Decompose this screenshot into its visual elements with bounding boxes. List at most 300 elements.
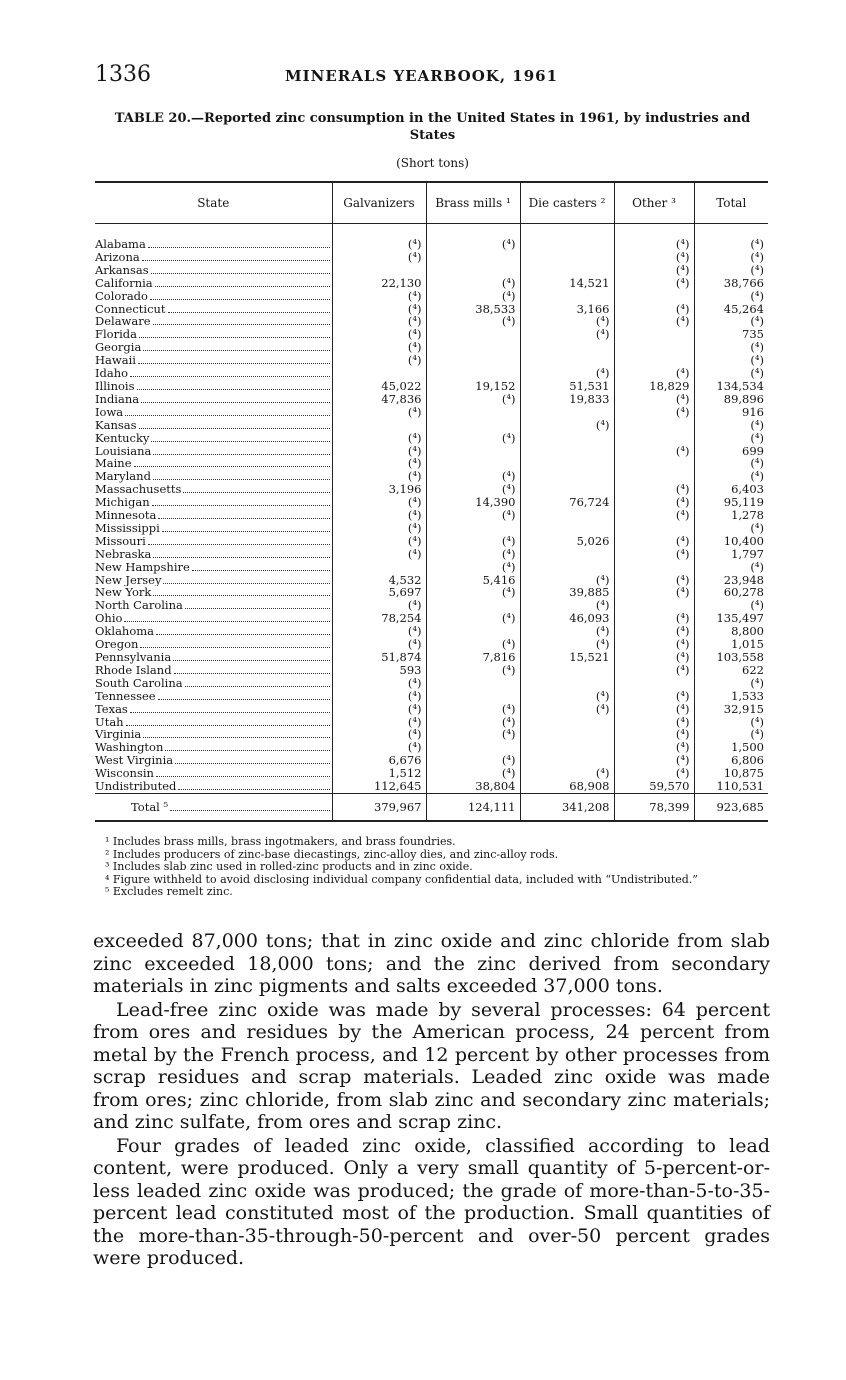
state-name: Utah — [95, 715, 124, 729]
cell-state — [95, 277, 332, 290]
cell-total: 1,278 — [731, 509, 764, 522]
cell-state — [95, 548, 332, 561]
cell-state — [95, 354, 332, 367]
cell-galvanizers: (⁴) — [332, 599, 426, 612]
cell-total: (⁴) — [750, 599, 764, 613]
cell-galvanizers: (⁴) — [332, 457, 426, 470]
cell-state — [95, 793, 332, 821]
cell-state — [95, 445, 332, 458]
cell-total: (⁴) — [750, 263, 764, 277]
cell-other: (⁴) — [614, 574, 694, 587]
cell-other — [614, 432, 694, 445]
table-row — [95, 457, 768, 470]
cell-die-casters — [520, 341, 614, 354]
cell-brass-mills: 38,804 — [426, 780, 520, 793]
cell-total: (⁴) — [750, 289, 764, 303]
cell-state — [95, 341, 332, 354]
cell-galvanizers: (⁴) — [332, 290, 426, 303]
cell-other: (⁴) — [614, 445, 694, 458]
cell-total: (⁴) — [750, 418, 764, 432]
cell-state — [95, 483, 332, 496]
cell-brass-mills — [426, 741, 520, 754]
cell-state — [95, 651, 332, 664]
paragraph-3: Four grades of leaded zinc oxide, classified according to lead content, were produced. Only a very small quantity of 5-percent-or-less leaded zinc oxide was produced; the grade of more-than-5-to-35-percent lead constituted most of the production. Small quantities of the more-than-35-through-50-percent and over-50 percent grades were produced. — [93, 1134, 770, 1269]
cell-brass-mills: (⁴) — [426, 315, 520, 328]
cell-brass-mills — [426, 677, 520, 690]
cell-total: 10,875 — [723, 767, 764, 781]
state-name: Massachusetts — [95, 483, 182, 497]
cell-brass-mills: (⁴) — [426, 290, 520, 303]
state-name: Illinois — [95, 379, 135, 393]
cell-die-casters: 51,531 — [520, 380, 614, 393]
cell-other — [614, 290, 694, 303]
cell-total: (⁴) — [750, 457, 764, 471]
table-row — [95, 432, 768, 445]
cell-other — [614, 354, 694, 367]
state-name: Washington — [95, 741, 164, 755]
cell-state — [95, 419, 332, 432]
cell-brass-mills: 14,390 — [426, 496, 520, 509]
state-name: Idaho — [95, 367, 129, 380]
cell-galvanizers: (⁴) — [332, 470, 426, 483]
cell-state — [95, 393, 332, 406]
cell-total: (⁴) — [750, 521, 764, 535]
cell-galvanizers: 5,697 — [332, 586, 426, 599]
cell-other: (⁴) — [614, 741, 694, 754]
cell-total: 1,533 — [731, 689, 764, 703]
cell-total: (⁴) — [750, 676, 764, 690]
cell-total: 916 — [742, 405, 764, 419]
state-name: Georgia — [95, 341, 142, 355]
cell-die-casters — [520, 290, 614, 303]
cell-state — [95, 406, 332, 419]
cell-other: (⁴) — [614, 664, 694, 677]
cell-galvanizers: 4,532 — [332, 574, 426, 587]
paragraph-2: Lead-free zinc oxide was made by several processes: 64 percent from ores and residues by the American process, 24 percent from metal by the French process, and 12 percent by other processes from scrap residues and scrap materials. Leaded zinc oxide was made from ores; zinc chloride, from slab zinc and secondary zinc materials; and zinc sulfate, from ores and scrap zinc. — [93, 998, 770, 1133]
cell-state — [95, 328, 332, 341]
state-name: Connecticut — [95, 302, 166, 316]
cell-brass-mills — [426, 457, 520, 470]
table-row — [95, 470, 768, 483]
cell-die-casters: 341,208 — [520, 793, 614, 821]
cell-die-casters: (⁴) — [520, 367, 614, 380]
cell-brass-mills: (⁴) — [426, 703, 520, 716]
cell-galvanizers: (⁴) — [332, 535, 426, 548]
cell-other — [614, 561, 694, 574]
table-row — [95, 303, 768, 316]
cell-die-casters: 3,166 — [520, 303, 614, 316]
cell-die-casters — [520, 251, 614, 264]
table-row — [95, 354, 768, 367]
cell-brass-mills: (⁴) — [426, 548, 520, 561]
cell-galvanizers: 51,874 — [332, 651, 426, 664]
table-header-row — [95, 182, 768, 224]
cell-other: 78,399 — [614, 793, 694, 821]
cell-total: 45,264 — [723, 302, 764, 316]
cell-brass-mills: (⁴) — [426, 767, 520, 780]
cell-state — [95, 574, 332, 587]
cell-state — [95, 522, 332, 535]
zinc-consumption-table — [95, 181, 768, 822]
cell-galvanizers: (⁴) — [332, 328, 426, 341]
cell-die-casters: (⁴) — [520, 315, 614, 328]
state-name: California — [95, 276, 153, 290]
table-row — [95, 264, 768, 277]
cell-die-casters: (⁴) — [520, 690, 614, 703]
cell-die-casters — [520, 741, 614, 754]
state-name: South Carolina — [95, 676, 183, 690]
table-row — [95, 599, 768, 612]
page-number: 1336 — [95, 62, 151, 87]
table-row — [95, 741, 768, 754]
table-row — [95, 561, 768, 574]
state-name: Michigan — [95, 496, 150, 510]
cell-brass-mills: (⁴) — [426, 277, 520, 290]
cell-total: (⁴) — [750, 367, 764, 380]
footnotes — [95, 836, 770, 899]
state-name: Arizona — [95, 250, 140, 264]
table-row — [95, 445, 768, 458]
state-name: Oklahoma — [95, 625, 155, 639]
cell-state — [95, 238, 332, 251]
table-row — [95, 393, 768, 406]
cell-other: (⁴) — [614, 535, 694, 548]
cell-die-casters: (⁴) — [520, 703, 614, 716]
total-row — [95, 793, 768, 821]
col-header-brass-mills: Brass mills ¹ — [426, 182, 520, 224]
cell-galvanizers: (⁴) — [332, 509, 426, 522]
cell-state — [95, 264, 332, 277]
state-name: North Carolina — [95, 599, 183, 613]
state-name: Colorado — [95, 289, 148, 303]
cell-brass-mills: (⁴) — [426, 728, 520, 741]
cell-galvanizers — [332, 419, 426, 432]
cell-other: (⁴) — [614, 393, 694, 406]
cell-other — [614, 419, 694, 432]
state-name: Kansas — [95, 418, 137, 432]
footnote-4: ⁴ Figure withheld to avoid disclosing individual company confidential data, included with “Undistributed.” — [105, 872, 698, 886]
cell-die-casters: (⁴) — [520, 419, 614, 432]
table-row — [95, 612, 768, 625]
cell-die-casters: (⁴) — [520, 574, 614, 587]
cell-state — [95, 509, 332, 522]
cell-other: (⁴) — [614, 651, 694, 664]
cell-die-casters — [520, 664, 614, 677]
cell-other: (⁴) — [614, 483, 694, 496]
cell-state — [95, 470, 332, 483]
cell-other: 59,570 — [614, 780, 694, 793]
cell-brass-mills: 5,416 — [426, 574, 520, 587]
table-row — [95, 767, 768, 780]
cell-state — [95, 599, 332, 612]
cell-total: (⁴) — [750, 354, 764, 368]
cell-total: 735 — [742, 328, 764, 342]
state-name: Maryland — [95, 470, 151, 484]
cell-total: (⁴) — [750, 470, 764, 484]
state-name: Virginia — [95, 728, 142, 742]
cell-die-casters — [520, 457, 614, 470]
state-name: Tennessee — [95, 689, 156, 703]
cell-galvanizers: (⁴) — [332, 548, 426, 561]
cell-brass-mills — [426, 264, 520, 277]
cell-other: (⁴) — [614, 548, 694, 561]
table-row — [95, 496, 768, 509]
running-title: MINERALS YEARBOOK, 1961 — [285, 67, 559, 85]
footnote-5: ⁵ Excludes remelt zinc. — [105, 885, 233, 898]
cell-galvanizers: 379,967 — [332, 793, 426, 821]
cell-galvanizers: (⁴) — [332, 638, 426, 651]
cell-galvanizers: 22,130 — [332, 277, 426, 290]
state-name: West Virginia — [95, 754, 174, 768]
cell-brass-mills — [426, 328, 520, 341]
cell-die-casters — [520, 754, 614, 767]
cell-galvanizers: (⁴) — [332, 677, 426, 690]
table-row — [95, 277, 768, 290]
cell-total: 60,278 — [723, 586, 764, 600]
cell-die-casters: (⁴) — [520, 625, 614, 638]
table-row — [95, 638, 768, 651]
cell-brass-mills: (⁴) — [426, 754, 520, 767]
table-row — [95, 586, 768, 599]
cell-die-casters — [520, 716, 614, 729]
cell-brass-mills: (⁴) — [426, 535, 520, 548]
cell-total: 38,766 — [723, 276, 764, 290]
table-row — [95, 690, 768, 703]
cell-total: 6,403 — [731, 483, 764, 497]
cell-other — [614, 328, 694, 341]
cell-galvanizers — [332, 561, 426, 574]
cell-other: (⁴) — [614, 367, 694, 380]
cell-brass-mills — [426, 251, 520, 264]
cell-die-casters: (⁴) — [520, 599, 614, 612]
state-name: Texas — [95, 702, 128, 716]
cell-die-casters — [520, 445, 614, 458]
cell-brass-mills: (⁴) — [426, 664, 520, 677]
cell-galvanizers: (⁴) — [332, 251, 426, 264]
cell-other — [614, 457, 694, 470]
cell-galvanizers: 78,254 — [332, 612, 426, 625]
cell-die-casters: 46,093 — [520, 612, 614, 625]
cell-galvanizers: (⁴) — [332, 728, 426, 741]
cell-brass-mills: (⁴) — [426, 638, 520, 651]
cell-galvanizers: (⁴) — [332, 341, 426, 354]
cell-other — [614, 341, 694, 354]
cell-die-casters: (⁴) — [520, 767, 614, 780]
cell-die-casters — [520, 509, 614, 522]
cell-state — [95, 315, 332, 328]
cell-brass-mills — [426, 522, 520, 535]
cell-brass-mills: (⁴) — [426, 561, 520, 574]
state-name: Maine — [95, 457, 132, 471]
cell-die-casters: 19,833 — [520, 393, 614, 406]
cell-die-casters: 68,908 — [520, 780, 614, 793]
cell-brass-mills — [426, 354, 520, 367]
cell-other: (⁴) — [614, 264, 694, 277]
cell-total: 6,806 — [731, 754, 764, 768]
cell-other — [614, 522, 694, 535]
cell-total: 1,500 — [731, 741, 764, 755]
cell-galvanizers: (⁴) — [332, 238, 426, 251]
col-header-galvanizers: Galvanizers — [332, 182, 426, 224]
cell-state — [95, 728, 332, 741]
cell-brass-mills: (⁴) — [426, 432, 520, 445]
cell-brass-mills: (⁴) — [426, 716, 520, 729]
cell-brass-mills — [426, 341, 520, 354]
paragraph-1: exceeded 87,000 tons; that in zinc oxide and zinc chloride from slab zinc exceeded 18,000 tons; and the zinc derived from secondary materials in zinc pigments and salts exceeded 37,000 tons. — [93, 930, 770, 997]
state-name: New Hampshire — [95, 560, 190, 574]
cell-galvanizers: 593 — [332, 664, 426, 677]
footnote-2: ² Includes producers of zinc-base diecastings, zinc-alloy dies, and zinc-alloy rods. — [105, 847, 559, 861]
state-name: Mississippi — [95, 521, 160, 535]
cell-other: (⁴) — [614, 315, 694, 328]
cell-galvanizers: (⁴) — [332, 741, 426, 754]
cell-total: 1,015 — [731, 638, 764, 651]
table-row — [95, 728, 768, 741]
state-name: Kentucky — [95, 431, 150, 445]
table-row — [95, 716, 768, 729]
cell-other: 18,829 — [614, 380, 694, 393]
cell-brass-mills — [426, 445, 520, 458]
cell-other: (⁴) — [614, 767, 694, 780]
cell-galvanizers: 6,676 — [332, 754, 426, 767]
cell-die-casters — [520, 238, 614, 251]
cell-die-casters — [520, 264, 614, 277]
cell-total: (⁴) — [750, 715, 764, 729]
cell-galvanizers: (⁴) — [332, 496, 426, 509]
cell-galvanizers: (⁴) — [332, 406, 426, 419]
cell-other — [614, 470, 694, 483]
cell-total: 32,915 — [723, 702, 764, 716]
state-name: Iowa — [95, 405, 124, 419]
cell-state — [95, 367, 332, 380]
table-body — [95, 224, 768, 821]
cell-die-casters: 14,521 — [520, 277, 614, 290]
cell-die-casters — [520, 548, 614, 561]
cell-other: (⁴) — [614, 406, 694, 419]
table-row — [95, 315, 768, 328]
table-row — [95, 328, 768, 341]
col-header-total: Total — [694, 182, 768, 224]
cell-total: 1,797 — [731, 547, 764, 561]
cell-other: (⁴) — [614, 509, 694, 522]
state-name: Wisconsin — [95, 767, 154, 781]
cell-other: (⁴) — [614, 703, 694, 716]
state-name: Minnesota — [95, 509, 157, 522]
cell-galvanizers: (⁴) — [332, 690, 426, 703]
cell-total: 89,896 — [723, 392, 764, 406]
cell-die-casters — [520, 522, 614, 535]
table-row — [95, 664, 768, 677]
table-row — [95, 535, 768, 548]
cell-brass-mills — [426, 406, 520, 419]
cell-die-casters — [520, 677, 614, 690]
cell-total: (⁴) — [750, 341, 764, 355]
cell-galvanizers: (⁴) — [332, 703, 426, 716]
footnote-1: ¹ Includes brass mills, brass ingotmakers, and brass foundries. — [105, 835, 456, 848]
cell-brass-mills: (⁴) — [426, 393, 520, 406]
cell-total: 134,534 — [716, 379, 764, 393]
cell-other: (⁴) — [614, 716, 694, 729]
cell-brass-mills: 38,533 — [426, 303, 520, 316]
state-name: Oregon — [95, 638, 139, 651]
cell-galvanizers: 112,645 — [332, 780, 426, 793]
table-unit: (Short tons) — [396, 156, 469, 170]
spacer-row — [95, 224, 768, 239]
cell-die-casters — [520, 406, 614, 419]
state-name: Pennsylvania — [95, 651, 172, 664]
footnote-3: ³ Includes slab zinc used in rolled-zinc products and in zinc oxide. — [105, 860, 473, 873]
table-row — [95, 522, 768, 535]
cell-other: (⁴) — [614, 277, 694, 290]
cell-state — [95, 457, 332, 470]
table-row — [95, 406, 768, 419]
state-name: New York — [95, 586, 152, 600]
cell-total: (⁴) — [750, 250, 764, 264]
cell-brass-mills: 7,816 — [426, 651, 520, 664]
cell-brass-mills — [426, 690, 520, 703]
cell-brass-mills: 124,111 — [426, 793, 520, 821]
cell-brass-mills: 19,152 — [426, 380, 520, 393]
cell-brass-mills: (⁴) — [426, 238, 520, 251]
cell-galvanizers: 45,022 — [332, 380, 426, 393]
table-title: TABLE 20.—Reported zinc consumption in the United States in 1961, by industries and States — [114, 111, 751, 143]
cell-state — [95, 251, 332, 264]
cell-brass-mills — [426, 419, 520, 432]
cell-state — [95, 496, 332, 509]
state-name: Indiana — [95, 392, 140, 406]
cell-state — [95, 612, 332, 625]
cell-total: 699 — [742, 444, 764, 458]
total-label: Total ⁵ — [131, 799, 169, 814]
cell-galvanizers: 1,512 — [332, 767, 426, 780]
cell-state — [95, 380, 332, 393]
cell-galvanizers: (⁴) — [332, 432, 426, 445]
cell-state — [95, 535, 332, 548]
cell-state — [95, 754, 332, 767]
cell-other: (⁴) — [614, 754, 694, 767]
cell-brass-mills: (⁴) — [426, 612, 520, 625]
state-name: Louisiana — [95, 444, 152, 458]
cell-total: (⁴) — [750, 560, 764, 574]
cell-other: (⁴) — [614, 612, 694, 625]
cell-galvanizers: 3,196 — [332, 483, 426, 496]
cell-die-casters — [520, 354, 614, 367]
cell-other: (⁴) — [614, 586, 694, 599]
state-name: Delaware — [95, 315, 151, 329]
cell-galvanizers: (⁴) — [332, 354, 426, 367]
cell-state — [95, 561, 332, 574]
col-header-die-casters: Die casters ² — [520, 182, 614, 224]
table-row — [95, 238, 768, 251]
cell-galvanizers — [332, 264, 426, 277]
state-name: Nebraska — [95, 547, 152, 561]
cell-brass-mills: (⁴) — [426, 509, 520, 522]
cell-galvanizers: (⁴) — [332, 303, 426, 316]
cell-state — [95, 767, 332, 780]
cell-total: 95,119 — [723, 496, 764, 510]
page-header — [95, 62, 767, 92]
table-row — [95, 251, 768, 264]
cell-galvanizers: (⁴) — [332, 625, 426, 638]
cell-other: (⁴) — [614, 625, 694, 638]
state-name: Ohio — [95, 612, 123, 626]
table-row — [95, 419, 768, 432]
cell-state — [95, 432, 332, 445]
cell-die-casters: (⁴) — [520, 638, 614, 651]
cell-total: 103,558 — [716, 651, 764, 664]
state-name: Florida — [95, 328, 137, 342]
table-row — [95, 341, 768, 354]
